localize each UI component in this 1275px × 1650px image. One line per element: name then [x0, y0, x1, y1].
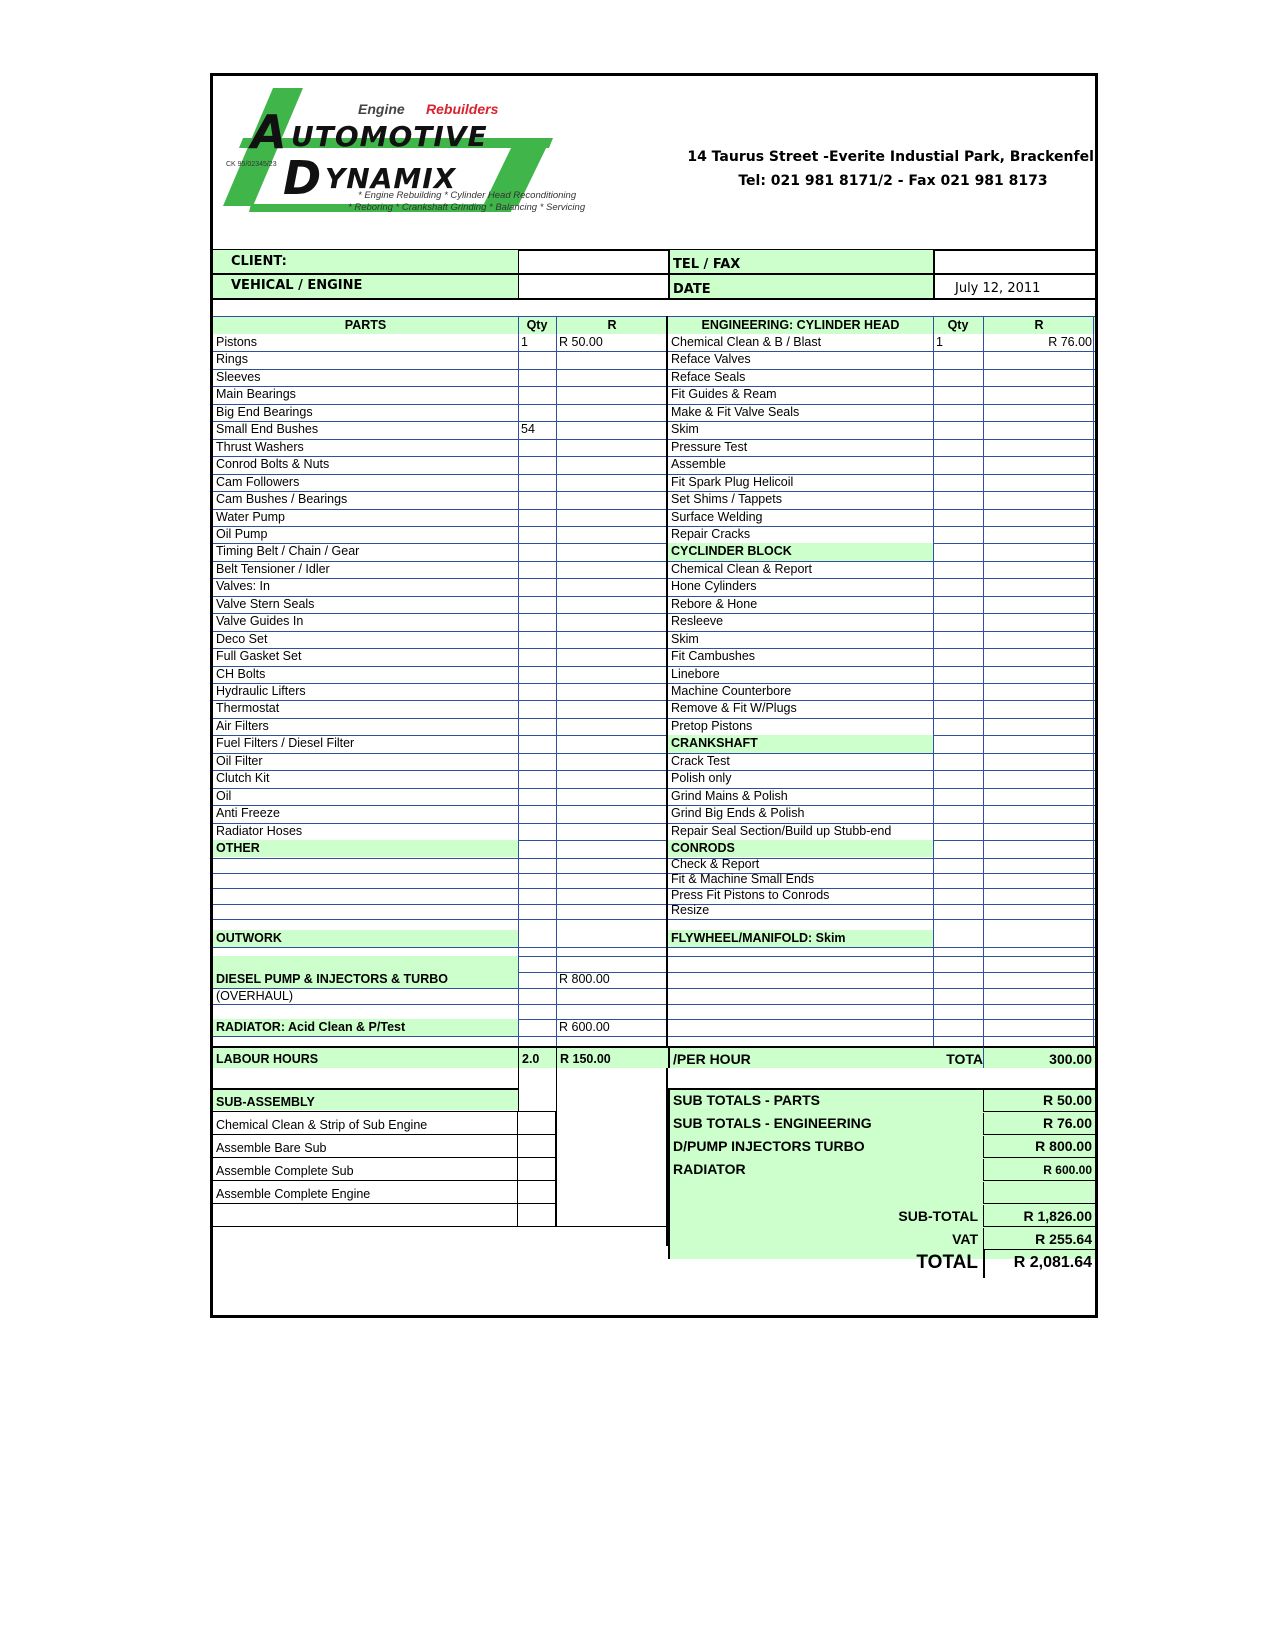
logo-dynamix: YNAMIX — [325, 162, 457, 195]
engineering-qty[interactable] — [933, 456, 983, 473]
part-name: Oil — [216, 788, 232, 803]
logo-initial-d: D — [283, 151, 322, 205]
labour-label: LABOUR HOURS — [213, 1046, 518, 1068]
subassembly-end-line — [213, 1226, 668, 1227]
part-name: Sleeves — [216, 369, 261, 384]
engineering-item: Pretop Pistons — [671, 718, 753, 733]
row-line — [213, 904, 1095, 905]
row-line — [213, 858, 1095, 859]
total-value: R 2,081.64 — [983, 1250, 1095, 1278]
engineering-qty[interactable] — [933, 369, 983, 386]
info-bottom-divider — [213, 298, 1095, 300]
col-qty2-header: Qty — [933, 317, 983, 334]
part-qty[interactable] — [518, 578, 556, 595]
part-qty[interactable] — [518, 718, 556, 735]
col-line — [518, 1068, 519, 1111]
part-qty[interactable] — [518, 561, 556, 578]
part-name: Air Filters — [216, 718, 269, 733]
subassembly-item: Assemble Complete Sub — [213, 1157, 518, 1180]
subtotal-parts-label: SUB TOTALS - PARTS — [673, 1092, 820, 1108]
part-qty[interactable]: 54 — [521, 422, 535, 437]
dpump-value: R 800.00 — [983, 1136, 1095, 1158]
engineering-amount[interactable] — [983, 631, 1095, 648]
logo-automotive: UTOMOTIVE — [291, 120, 488, 153]
part-amount[interactable] — [556, 404, 668, 421]
company-address: 14 Taurus Street -Everite Industial Park, Brackenfell — [687, 149, 1099, 165]
labour-rate[interactable]: R 150.00 — [556, 1046, 668, 1068]
engineering-qty[interactable] — [933, 386, 983, 403]
engineering-item: Surface Welding — [671, 509, 763, 524]
dpump-label: D/PUMP INJECTORS TURBO — [673, 1138, 865, 1154]
engineering-amount[interactable] — [983, 491, 1095, 508]
row-line — [213, 1036, 1095, 1037]
engineering-amount[interactable] — [983, 770, 1095, 787]
per-hour-label: /PER HOUR — [668, 1046, 983, 1068]
part-amount[interactable] — [556, 596, 668, 613]
total-label: TOTAL — [916, 1252, 978, 1273]
engineering-qty[interactable] — [933, 666, 983, 683]
part-amount[interactable] — [556, 386, 668, 403]
conrods-item: Resize — [671, 903, 710, 917]
subtotal-value: R 1,826.00 — [983, 1205, 1095, 1227]
logo-services-1: * Engine Rebuilding * Cylinder Head Reconditioning — [358, 190, 577, 201]
engineering-amount[interactable] — [983, 526, 1095, 543]
part-name: Belt Tensioner / Idler — [216, 561, 330, 576]
engineering-item: Grind Big Ends & Polish — [671, 806, 805, 821]
part-amount[interactable] — [556, 613, 668, 630]
vehicle-value[interactable] — [518, 275, 668, 298]
part-qty[interactable] — [518, 805, 556, 822]
engineering-section-label: CYCLINDER BLOCK — [668, 543, 933, 560]
part-qty[interactable] — [518, 491, 556, 508]
outwork-label: OUTWORK — [213, 930, 518, 947]
part-name: Fuel Filters / Diesel Filter — [216, 736, 355, 751]
engineering-item: Assemble — [671, 457, 726, 472]
part-amount[interactable] — [556, 439, 668, 456]
engineering-item: Grind Mains & Polish — [671, 788, 788, 803]
subtotal-label: SUB-TOTAL — [898, 1208, 978, 1224]
part-qty[interactable] — [518, 648, 556, 665]
subassembly-item: Assemble Bare Sub — [213, 1134, 518, 1157]
part-amount[interactable] — [556, 421, 668, 438]
part-name: Radiator Hoses — [216, 823, 303, 838]
engineering-item: Hone Cylinders — [671, 579, 757, 594]
part-amount[interactable] — [556, 823, 668, 840]
part-name: Hydraulic Lifters — [216, 684, 306, 698]
engineering-qty[interactable]: 1 — [936, 335, 943, 349]
part-name: Clutch Kit — [216, 771, 270, 786]
engineering-section-label: CONRODS — [668, 840, 933, 857]
engineering-qty[interactable] — [933, 735, 983, 752]
labour-hours[interactable]: 2.0 — [518, 1046, 556, 1068]
date-label: DATE — [668, 275, 933, 298]
part-qty[interactable] — [518, 386, 556, 403]
engineering-amount[interactable] — [983, 823, 1095, 840]
part-amount[interactable] — [556, 700, 668, 717]
part-qty[interactable] — [518, 404, 556, 421]
part-name: Valve Guides In — [216, 614, 304, 629]
engineering-amount[interactable] — [983, 596, 1095, 613]
engineering-qty[interactable] — [933, 596, 983, 613]
subtotal-eng-value: R 76.00 — [983, 1113, 1095, 1135]
conrods-item: Press Fit Pistons to Conrods — [671, 887, 830, 902]
engineering-item: Fit Guides & Ream — [671, 387, 777, 402]
engineering-item: Fit Cambushes — [671, 649, 756, 664]
engineering-amount[interactable] — [983, 788, 1095, 805]
part-name: Small End Bushes — [216, 422, 319, 437]
conrods-item: Fit & Machine Small Ends — [671, 872, 815, 886]
engineering-item: Reface Seals — [671, 369, 746, 384]
part-amount[interactable]: R 50.00 — [559, 335, 603, 349]
part-name: Water Pump — [216, 509, 286, 524]
part-qty[interactable] — [518, 683, 556, 700]
part-amount[interactable] — [556, 753, 668, 770]
col-parts-header: PARTS — [213, 317, 518, 334]
part-name: Rings — [216, 352, 248, 367]
part-name: Valve Stern Seals — [216, 596, 315, 611]
engineering-qty[interactable] — [933, 439, 983, 456]
col-r-header: R — [556, 317, 668, 334]
part-amount[interactable] — [556, 474, 668, 491]
col-line — [556, 1068, 557, 1226]
vat-value: R 255.64 — [983, 1228, 1095, 1250]
part-amount[interactable] — [556, 351, 668, 368]
part-qty[interactable] — [518, 735, 556, 752]
logo-services-2: * Reboring * Crankshaft Grinding * Balancing * Servicing — [348, 202, 586, 213]
engineering-qty[interactable] — [933, 753, 983, 770]
engineering-amount[interactable] — [983, 735, 1095, 752]
client-label: CLIENT: — [213, 250, 518, 273]
engineering-qty[interactable] — [933, 631, 983, 648]
logo-graphic — [213, 76, 668, 236]
engineering-item: Crack Test — [671, 753, 730, 768]
col-engineering-header: ENGINEERING: CYLINDER HEAD — [668, 317, 933, 334]
part-qty[interactable] — [518, 596, 556, 613]
col-line — [556, 316, 557, 1046]
engineering-qty[interactable] — [933, 561, 983, 578]
engineering-item: Pressure Test — [671, 439, 748, 454]
subassembly-qty[interactable] — [518, 1134, 556, 1157]
subassembly-qty[interactable] — [518, 1180, 556, 1203]
engineering-qty[interactable] — [933, 404, 983, 421]
engineering-amount[interactable] — [983, 404, 1095, 421]
engineering-qty[interactable] — [933, 351, 983, 368]
part-amount[interactable] — [556, 369, 668, 386]
radiator-total-value: R 600.00 — [983, 1159, 1095, 1181]
engineering-qty[interactable] — [933, 509, 983, 526]
part-qty[interactable] — [518, 526, 556, 543]
part-qty[interactable] — [518, 666, 556, 683]
engineering-item: Rebore & Hone — [671, 596, 758, 611]
engineering-amount[interactable] — [983, 578, 1095, 595]
subassembly-item: Assemble Complete Engine — [213, 1180, 518, 1203]
diesel-label: DIESEL PUMP & INJECTORS & TURBO — [213, 956, 518, 988]
part-amount[interactable] — [556, 666, 668, 683]
engineering-amount[interactable] — [983, 840, 1095, 857]
conrods-item: Check & Report — [671, 856, 760, 871]
part-name: Pistons — [216, 335, 257, 349]
part-qty[interactable] — [518, 823, 556, 840]
engineering-amount[interactable] — [983, 439, 1095, 456]
part-qty[interactable]: 1 — [521, 335, 528, 349]
engineering-qty[interactable] — [933, 491, 983, 508]
col-line — [933, 316, 934, 1046]
part-name: Full Gasket Set — [216, 649, 302, 664]
part-qty[interactable] — [518, 770, 556, 787]
part-qty[interactable] — [518, 509, 556, 526]
radiator-label: RADIATOR: Acid Clean & P/Test — [213, 1019, 518, 1036]
part-amount[interactable] — [556, 770, 668, 787]
engineering-qty[interactable] — [933, 823, 983, 840]
engineering-item: Linebore — [671, 666, 720, 681]
engineering-item: Polish only — [671, 771, 732, 786]
part-amount[interactable] — [556, 543, 668, 560]
row-line — [213, 919, 1095, 920]
part-qty[interactable] — [518, 456, 556, 473]
labour-total-label: TOTA — [913, 1046, 983, 1068]
part-qty[interactable] — [518, 351, 556, 368]
engineering-amount[interactable] — [983, 474, 1095, 491]
engineering-item: Reface Valves — [671, 352, 751, 367]
subassembly-item: Chemical Clean & Strip of Sub Engine — [213, 1111, 518, 1134]
part-amount[interactable] — [556, 631, 668, 648]
part-qty[interactable] — [518, 613, 556, 630]
part-name: Oil Pump — [216, 526, 268, 541]
subtotal-parts-value: R 50.00 — [983, 1090, 1095, 1112]
row-line — [213, 888, 1095, 889]
col-line — [518, 316, 519, 1046]
col-line — [1093, 316, 1094, 1046]
engineering-item: Chemical Clean & Report — [671, 561, 813, 576]
part-qty[interactable] — [518, 369, 556, 386]
engineering-qty[interactable] — [933, 700, 983, 717]
part-qty[interactable] — [518, 631, 556, 648]
logo-engine-word: Engine — [358, 101, 405, 117]
engineering-amount[interactable] — [983, 683, 1095, 700]
engineering-qty[interactable] — [933, 474, 983, 491]
engineering-amount[interactable] — [983, 351, 1095, 368]
row-line — [213, 947, 1095, 948]
company-phone: Tel: 021 981 8171/2 - Fax 021 981 8173 — [738, 173, 1048, 189]
subassembly-qty[interactable] — [518, 1203, 556, 1226]
diesel-value: R 800.00 — [559, 972, 610, 986]
engineering-amount[interactable] — [983, 561, 1095, 578]
engineering-item: Set Shims / Tappets — [671, 492, 782, 507]
subtotal-eng-label: SUB TOTALS - ENGINEERING — [673, 1115, 872, 1131]
logo-initial-a: A — [251, 105, 287, 159]
engineering-item: Repair Cracks — [671, 526, 751, 541]
part-amount[interactable] — [556, 578, 668, 595]
subassembly-label: SUB-ASSEMBLY — [213, 1088, 518, 1110]
engineering-qty[interactable] — [933, 578, 983, 595]
logo-rebuilders-word: Rebuilders — [426, 101, 499, 117]
row-line — [213, 873, 1095, 874]
engineering-item: Make & Fit Valve Seals — [671, 404, 800, 419]
engineering-qty[interactable] — [933, 613, 983, 630]
engineering-amount[interactable] — [983, 369, 1095, 386]
part-amount[interactable] — [556, 788, 668, 805]
part-amount[interactable] — [556, 718, 668, 735]
part-name: Cam Bushes / Bearings — [216, 492, 348, 507]
engineering-item: Skim — [671, 422, 699, 437]
part-amount[interactable] — [556, 648, 668, 665]
engineering-amount[interactable] — [983, 700, 1095, 717]
invoice-sheet — [210, 73, 1098, 1318]
engineering-item: Chemical Clean & B / Blast — [671, 335, 822, 349]
part-name: Thrust Washers — [216, 439, 304, 454]
part-name: CH Bolts — [216, 666, 266, 681]
part-name: Deco Set — [216, 631, 268, 646]
engineering-item: Resleeve — [671, 614, 724, 629]
engineering-qty[interactable] — [933, 543, 983, 560]
company-logo — [213, 76, 668, 236]
part-amount[interactable] — [556, 735, 668, 752]
subassembly-qty[interactable] — [518, 1111, 556, 1134]
telfax-label: TEL / FAX — [668, 250, 933, 273]
engineering-item: Repair Seal Section/Build up Stubb-end — [671, 823, 892, 838]
part-name: Main Bearings — [216, 387, 296, 402]
engineering-item: Skim — [671, 631, 699, 646]
engineering-amount[interactable]: R 76.00 — [1048, 335, 1092, 349]
part-amount[interactable] — [556, 456, 668, 473]
part-amount[interactable] — [556, 683, 668, 700]
engineering-qty[interactable] — [933, 805, 983, 822]
part-name: Thermostat — [216, 701, 280, 716]
section-other-label: OTHER — [213, 840, 518, 857]
engineering-qty[interactable] — [933, 421, 983, 438]
engineering-item: Fit Spark Plug Helicoil — [671, 474, 794, 489]
part-qty[interactable] — [518, 788, 556, 805]
part-qty[interactable] — [518, 474, 556, 491]
part-name: Anti Freeze — [216, 806, 280, 821]
engineering-amount[interactable] — [983, 543, 1095, 560]
conrods-item: FLYWHEEL/MANIFOLD: Skim — [668, 930, 933, 947]
engineering-amount[interactable] — [983, 805, 1095, 822]
company-contact — [683, 145, 1103, 193]
part-qty[interactable] — [518, 439, 556, 456]
part-name: Conrod Bolts & Nuts — [216, 457, 330, 472]
engineering-amount[interactable] — [983, 509, 1095, 526]
radiator-total-label: RADIATOR — [673, 1161, 746, 1177]
engineering-section-label: CRANKSHAFT — [668, 735, 933, 752]
part-amount[interactable] — [556, 491, 668, 508]
part-name: Cam Followers — [216, 474, 300, 489]
overhaul-label: (OVERHAUL) — [216, 989, 294, 1003]
part-amount[interactable] — [556, 840, 668, 857]
vat-label: VAT — [952, 1231, 978, 1247]
col-line — [983, 316, 984, 1046]
part-qty[interactable] — [518, 700, 556, 717]
col-r2-header: R — [983, 317, 1095, 334]
telfax-value[interactable] — [933, 250, 1095, 273]
engineering-qty[interactable] — [933, 526, 983, 543]
engineering-amount[interactable] — [983, 718, 1095, 735]
col-qty-header: Qty — [518, 317, 556, 334]
subassembly-item — [213, 1203, 518, 1226]
labour-total: 300.00 — [983, 1046, 1095, 1068]
subassembly-qty[interactable] — [518, 1157, 556, 1180]
engineering-item: Remove & Fit W/Plugs — [671, 701, 797, 716]
engineering-amount[interactable] — [983, 648, 1095, 665]
part-name: Oil Filter — [216, 753, 263, 768]
part-qty[interactable] — [518, 543, 556, 560]
part-amount[interactable] — [556, 509, 668, 526]
engineering-qty[interactable] — [933, 788, 983, 805]
date-value[interactable]: July 12, 2011 — [933, 275, 1095, 298]
engineering-qty[interactable] — [933, 683, 983, 700]
engineering-amount[interactable] — [983, 456, 1095, 473]
client-value[interactable] — [518, 250, 668, 273]
engineering-qty[interactable] — [933, 770, 983, 787]
part-amount[interactable] — [556, 526, 668, 543]
engineering-amount[interactable] — [983, 421, 1095, 438]
engineering-amount[interactable] — [983, 753, 1095, 770]
part-amount[interactable] — [556, 561, 668, 578]
part-name: Big End Bearings — [216, 404, 313, 419]
engineering-amount[interactable] — [983, 386, 1095, 403]
engineering-amount[interactable] — [983, 666, 1095, 683]
part-qty[interactable] — [518, 753, 556, 770]
part-amount[interactable] — [556, 805, 668, 822]
logo-reg-number: CK 95/02345/23 — [226, 161, 277, 168]
vehicle-label: VEHICAL / ENGINE — [213, 275, 518, 298]
blank-total-cell — [983, 1182, 1095, 1204]
part-name: Valves: In — [216, 579, 270, 594]
engineering-qty[interactable] — [933, 648, 983, 665]
engineering-qty[interactable] — [933, 718, 983, 735]
engineering-qty[interactable] — [933, 840, 983, 857]
engineering-amount[interactable] — [983, 613, 1095, 630]
part-name: Timing Belt / Chain / Gear — [216, 544, 360, 559]
engineering-item: Machine Counterbore — [671, 684, 792, 698]
part-qty[interactable] — [518, 840, 556, 857]
radiator-value: R 600.00 — [559, 1020, 610, 1034]
